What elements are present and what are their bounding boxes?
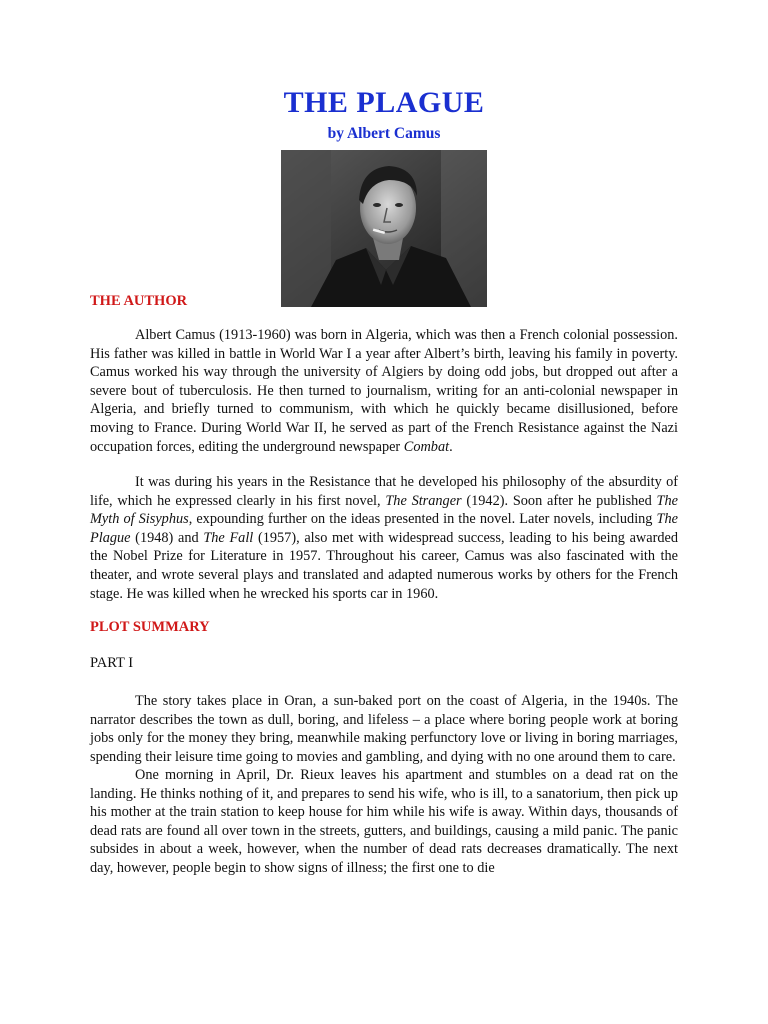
author-p2-c: , expounding further on the ideas presented in the novel. Later novels, including [188,511,657,528]
document-title: THE PLAGUE [283,86,485,119]
portrait-image [281,150,487,307]
author-p2-d: (1948) and [130,529,204,546]
part-heading: PART I [90,655,134,671]
author-paragraph-1 [90,326,678,456]
author-p1-italic: Combat [403,438,450,455]
author-p2-italic-3: The Plague [90,511,678,546]
author-p2-a: It was during his years in the Resistance that he developed his philosophy of the absurdity of life, which he expressed clearly in his first novel, [90,474,678,509]
author-portrait-photo [281,150,487,307]
author-p1-end: . [449,438,453,455]
section-heading-plot: PLOT SUMMARY [90,619,210,635]
author-p2-italic-1: The Stranger [385,492,462,509]
author-p2-italic-4: The Fall [203,529,254,546]
author-paragraph-2 [90,473,678,603]
section-heading-author: THE AUTHOR [90,293,188,309]
plot-paragraph-2: One morning in April, Dr. Rieux leaves his apartment and stumbles on a dead rat on the landing. He thinks nothing of it, and prepares to send his wife, who is ill, to a sanatorium, then pick up his mother at the train station to keep house for him while his wife is away. Within days, thousands of dead rats are found all over town in the streets, gutters, and buildings, causing a mild panic. The panic subsides in about a week, however, when the number of dead rats decreases dramatically. The next day, however, people begin to show signs of illness; the first one to die [90,767,678,876]
plot-paragraph-1: The story takes place in Oran, a sun-baked port on the coast of Algeria, in the 1940s. The narrator describes the town as dull, boring, and lifeless – a place where boring people work at boring jobs only for the money they bring, meanwhile making perfunctory love or living in boring marriages, spending their leisure time going to movies and gambling, and dying with no one around them to care. [90,693,678,765]
author-p2-b: (1942). Soon after he published [461,492,657,509]
author-byline: by Albert Camus [327,125,441,142]
author-p2-e: (1957), also met with widespread success, leading to his being awarded the Nobel Prize for Literature in 1957. Throughout his career, Camus was also fascinated with the theater, and wrote several plays and translated and adapted numerous works by others for the French stage. He was killed when he wrecked his sports car in 1960. [90,529,678,602]
author-p1-text: Albert Camus (1913-1960) was born in Algeria, which was then a French colonial possession. His father was killed in battle in World War I a year after Albert’s birth, leaving his family in poverty. Camus worked his way through the university of Algiers by doing odd jobs, but dropped out after a severe bout of tuberculosis. He then turned to journalism, writing for an anti-colonial newspaper in Algeria, and briefly turned to communism, with which he quickly became disillusioned, before moving to France. During World War II, he served as part of the French Resistance against the Nazi occupation forces, editing the underground newspaper [90,327,678,455]
author-p2-italic-2: The Myth of Sisyphus [90,492,678,528]
